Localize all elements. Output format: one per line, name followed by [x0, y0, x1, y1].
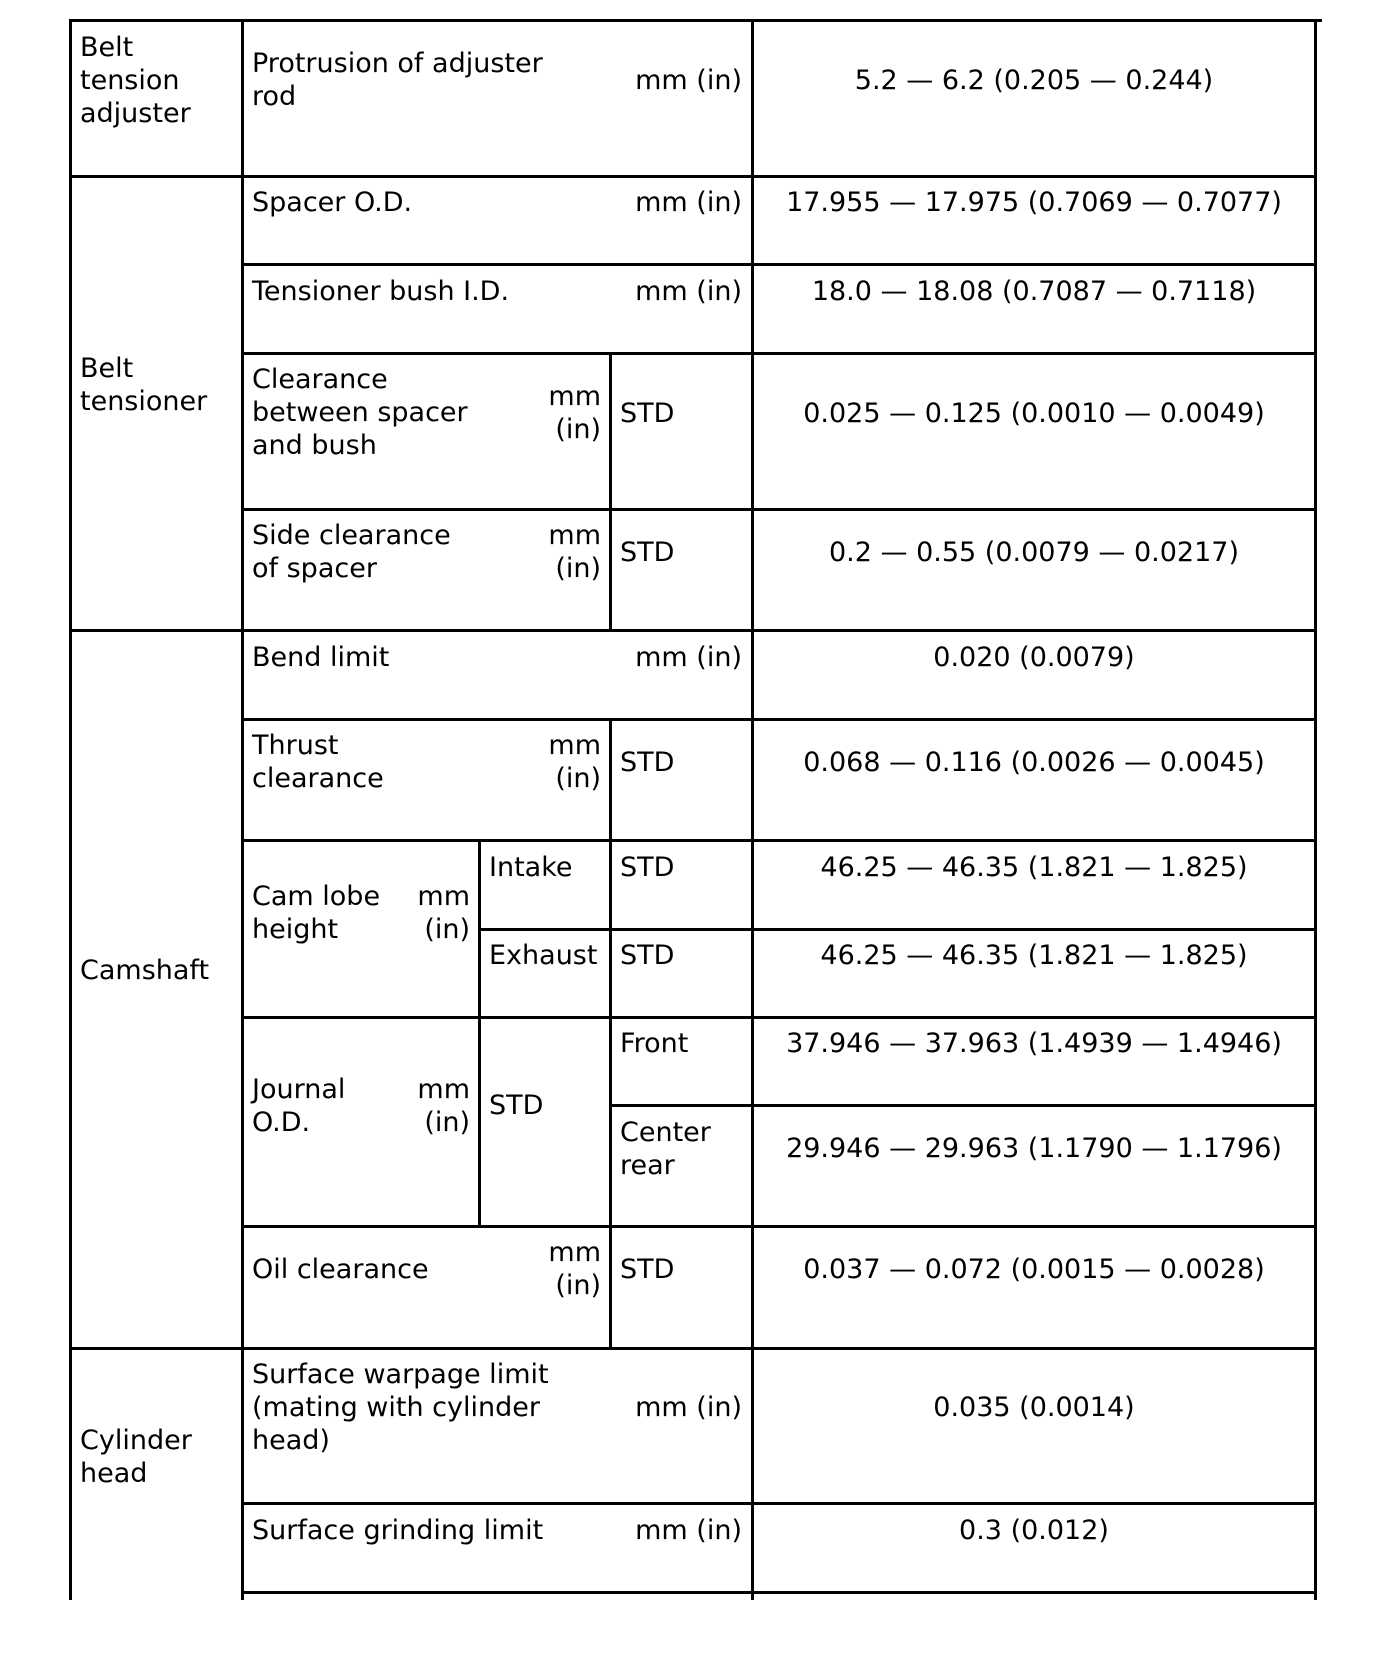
unit-label: mm (in): [548, 1237, 601, 1301]
sub-item-label: Front: [620, 1028, 689, 1059]
sub-item-label: Intake: [489, 852, 573, 883]
row-sep: [242, 352, 1317, 355]
std-label: STD: [489, 1090, 544, 1121]
item-label: Journal O.D.: [252, 1074, 346, 1138]
unit-label: mm (in): [635, 1392, 742, 1423]
item-label: Surface grinding limit: [252, 1515, 544, 1546]
spec-value: 0.3 (0.012): [959, 1515, 1109, 1546]
spec-value: 0.035 (0.0014): [933, 1392, 1135, 1423]
item-label: Thrust clearance: [252, 730, 384, 794]
item-label: Cam lobe height: [252, 881, 381, 945]
item-label: Side clearance of spacer: [252, 520, 451, 584]
std-label: STD: [620, 747, 675, 778]
std-label: STD: [620, 852, 675, 883]
item-label: Surface warpage limit (mating with cylinder head): [252, 1359, 549, 1456]
item-label: Tensioner bush I.D.: [252, 276, 510, 307]
spec-value: 18.0 — 18.08 (0.7087 — 0.7118): [811, 276, 1257, 307]
table-border-left: [69, 19, 72, 1600]
row-sep: [242, 1225, 1317, 1228]
section-label: Cylinder head: [80, 1425, 192, 1489]
row-sep: [242, 1591, 1317, 1594]
item-label: Oil clearance: [252, 1254, 429, 1285]
unit-label: mm (in): [548, 520, 601, 584]
unit-label: mm (in): [635, 642, 742, 673]
table-border-top: [70, 19, 1322, 22]
row-sep: [70, 1347, 1317, 1350]
row-sep: [70, 629, 1317, 632]
section-label: Belt tension adjuster: [80, 32, 191, 129]
spec-value: 46.25 — 46.35 (1.821 — 1.825): [820, 852, 1248, 883]
spec-value: 0.2 — 0.55 (0.0079 — 0.0217): [829, 537, 1239, 568]
std-label: STD: [620, 398, 675, 429]
table-border-right: [1314, 19, 1317, 1600]
spec-value: 37.946 — 37.963 (1.4939 — 1.4946): [786, 1028, 1282, 1059]
unit-label: mm (in): [548, 381, 601, 445]
spec-value: 5.2 — 6.2 (0.205 — 0.244): [854, 65, 1214, 96]
divider-std: [609, 352, 612, 630]
unit-label: mm (in): [635, 187, 742, 218]
item-label: Clearance between spacer and bush: [252, 364, 468, 461]
spec-value: 46.25 — 46.35 (1.821 — 1.825): [820, 940, 1248, 971]
row-sep: [242, 1502, 1317, 1505]
spec-value: 0.068 — 0.116 (0.0026 — 0.0045): [803, 747, 1265, 778]
row-sep: [479, 928, 1317, 931]
row-sep: [242, 718, 1317, 721]
row-sep: [242, 508, 1317, 511]
section-label: Camshaft: [80, 955, 210, 986]
row-sep: [242, 1016, 1317, 1019]
section-label: Belt tensioner: [80, 353, 208, 417]
row-sep: [242, 263, 1317, 266]
divider-value: [751, 19, 754, 1600]
spec-value: 0.025 — 0.125 (0.0010 — 0.0049): [803, 398, 1265, 429]
item-label: Bend limit: [252, 642, 390, 673]
unit-label: mm (in): [635, 65, 742, 96]
unit-label: mm (in): [635, 276, 742, 307]
spec-value: 17.955 — 17.975 (0.7069 — 0.7077): [786, 187, 1282, 218]
row-sep: [610, 1104, 1317, 1107]
std-label: STD: [620, 940, 675, 971]
std-label: STD: [620, 537, 675, 568]
row-sep: [242, 839, 1317, 842]
spec-value: 0.037 — 0.072 (0.0015 — 0.0028): [803, 1254, 1265, 1285]
item-label: Protrusion of adjuster rod: [252, 48, 543, 112]
divider-std: [609, 718, 612, 1347]
item-label: Spacer O.D.: [252, 187, 413, 218]
spec-value: 0.020 (0.0079): [933, 642, 1135, 673]
unit-label: mm (in): [548, 730, 601, 794]
divider-sub: [478, 839, 481, 1226]
spec-value: 29.946 — 29.963 (1.1790 — 1.1796): [786, 1133, 1282, 1164]
divider-section: [241, 19, 244, 1600]
std-label: STD: [620, 1254, 675, 1285]
sub-item-label: Exhaust: [489, 940, 598, 971]
unit-label: mm (in): [417, 1074, 470, 1138]
unit-label: mm (in): [635, 1515, 742, 1546]
row-sep: [70, 175, 1317, 178]
unit-label: mm (in): [417, 881, 470, 945]
sub-item-label: Center rear: [620, 1117, 711, 1181]
